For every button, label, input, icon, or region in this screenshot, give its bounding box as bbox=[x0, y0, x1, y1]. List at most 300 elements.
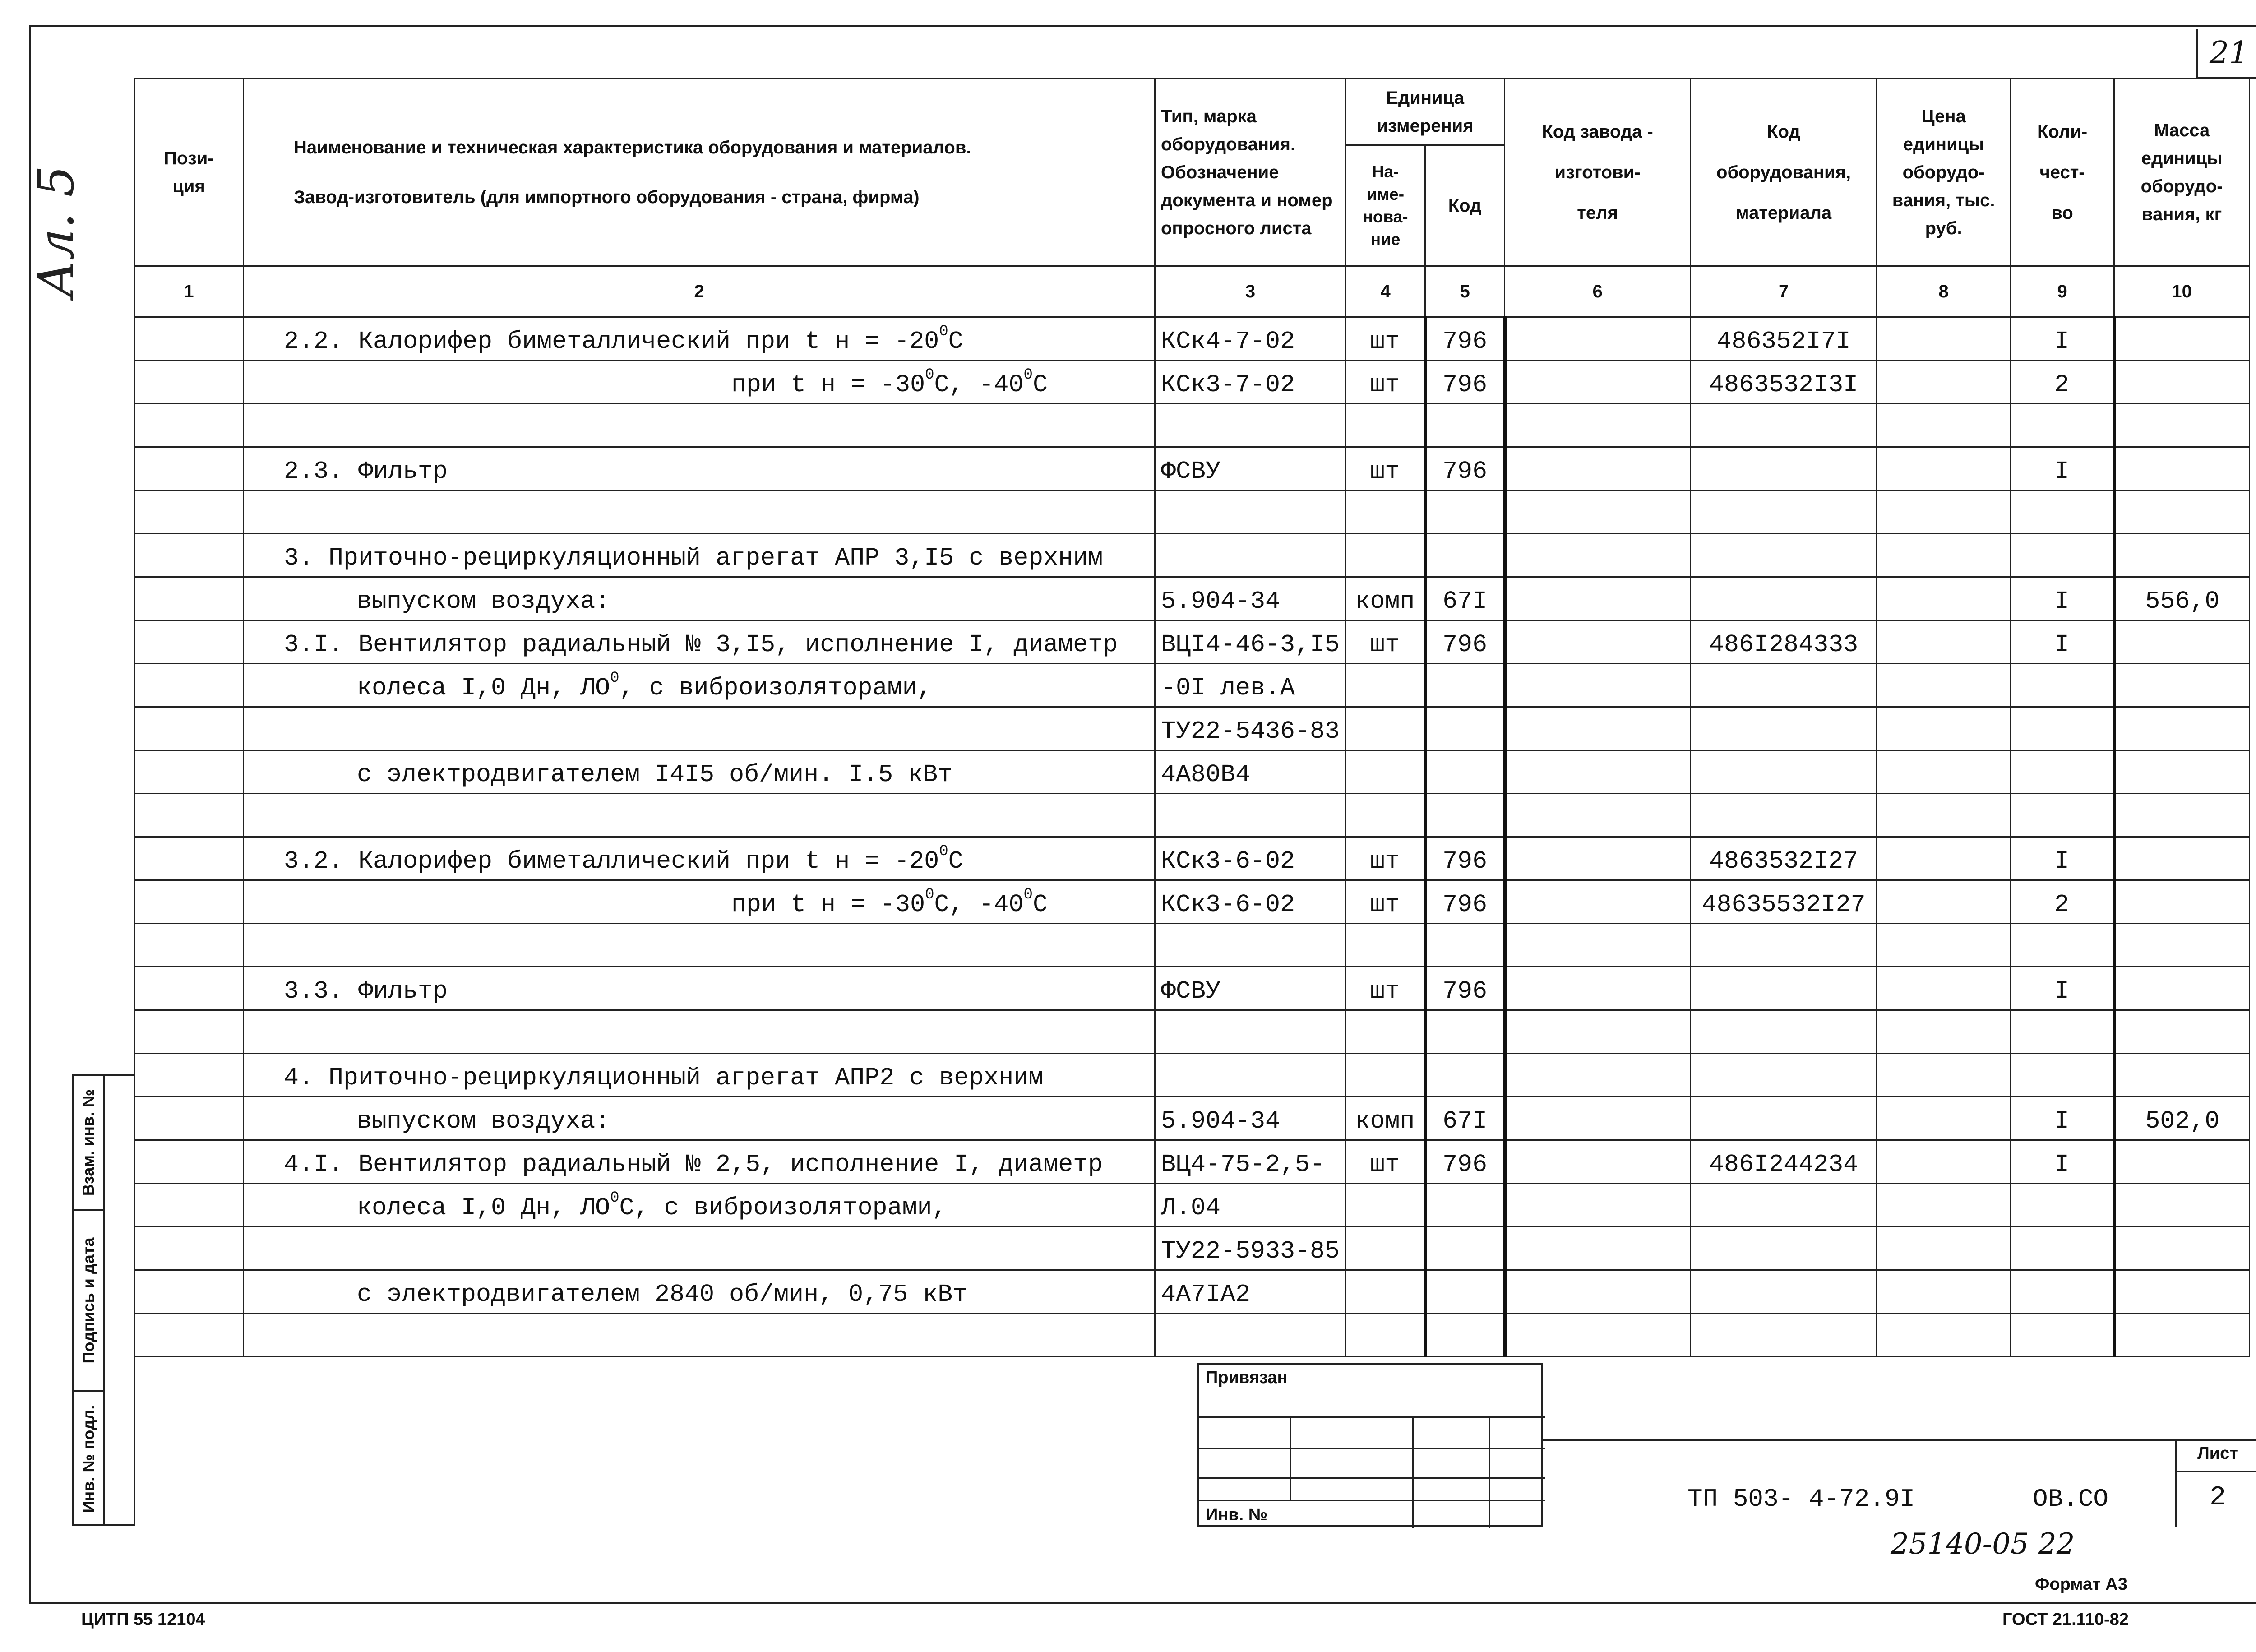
cell-name: 2.3. Фильтр bbox=[244, 447, 1155, 491]
header-mass: Масса единицы оборудо- вания, кг bbox=[2114, 79, 2250, 266]
cell-equipment-code: 4863532I27 bbox=[1691, 837, 1877, 880]
cell-equipment-code bbox=[1691, 967, 1877, 1010]
header-position: Пози- ция bbox=[134, 79, 244, 266]
cell-unit-name bbox=[1346, 924, 1425, 967]
inv-no-label: Инв. № bbox=[1206, 1505, 1268, 1524]
cell-mass bbox=[2114, 1140, 2250, 1184]
cell-mass bbox=[2114, 1227, 2250, 1270]
cell-name bbox=[244, 924, 1155, 967]
table-row bbox=[134, 404, 2250, 447]
cell-unit-name: шт bbox=[1346, 1140, 1425, 1184]
cell-factory-code bbox=[1505, 1270, 1691, 1314]
cell-factory-code bbox=[1505, 1140, 1691, 1184]
table-row bbox=[134, 447, 2250, 491]
cell-unit-code bbox=[1425, 1010, 1505, 1054]
table-row bbox=[134, 794, 2250, 837]
cell-unit-name: шт bbox=[1346, 837, 1425, 880]
table-row bbox=[134, 750, 2250, 794]
cell-position bbox=[134, 1314, 244, 1357]
cell-unit-code bbox=[1425, 794, 1505, 837]
cell-position bbox=[134, 317, 244, 361]
cell-type: КСк3-6-02 bbox=[1155, 837, 1346, 880]
cell-quantity: I bbox=[2011, 447, 2114, 491]
cell-unit-code: 67I bbox=[1425, 1097, 1505, 1140]
cell-unit-name: шт bbox=[1346, 967, 1425, 1010]
cell-quantity bbox=[2011, 1054, 2114, 1097]
cell-position bbox=[134, 577, 244, 620]
cell-unit-code: 796 bbox=[1425, 361, 1505, 404]
cell-quantity: 2 bbox=[2011, 361, 2114, 404]
cell-factory-code bbox=[1505, 1184, 1691, 1227]
table-row bbox=[134, 1010, 2250, 1054]
table-row bbox=[134, 491, 2250, 534]
cell-quantity: I bbox=[2011, 577, 2114, 620]
cell-position bbox=[134, 404, 244, 447]
cell-mass bbox=[2114, 750, 2250, 794]
cell-unit-name bbox=[1346, 1314, 1425, 1357]
cell-quantity bbox=[2011, 924, 2114, 967]
cell-equipment-code: 48635532I27 bbox=[1691, 880, 1877, 924]
cell-equipment-code bbox=[1691, 750, 1877, 794]
table-row bbox=[134, 837, 2250, 880]
cell-price bbox=[1877, 664, 2011, 707]
col-num-1: 1 bbox=[134, 266, 244, 317]
side-vzam-inv: Взам. инв. № bbox=[74, 1076, 103, 1211]
cell-mass bbox=[2114, 924, 2250, 967]
cell-price bbox=[1877, 924, 2011, 967]
cell-quantity bbox=[2011, 1227, 2114, 1270]
cell-name: 3. Приточно-рециркуляционный агрегат АПР 3,I5 с верхним bbox=[244, 534, 1155, 577]
table-row bbox=[134, 1314, 2250, 1357]
cell-name bbox=[244, 1227, 1155, 1270]
cell-factory-code bbox=[1505, 880, 1691, 924]
cell-quantity bbox=[2011, 534, 2114, 577]
cell-quantity: I bbox=[2011, 1140, 2114, 1184]
header-quantity: Коли- чест- во bbox=[2011, 79, 2114, 266]
table-row bbox=[134, 620, 2250, 664]
cell-mass bbox=[2114, 447, 2250, 491]
cell-unit-code bbox=[1425, 664, 1505, 707]
cell-equipment-code bbox=[1691, 1054, 1877, 1097]
table-row bbox=[134, 707, 2250, 750]
cell-unit-code: 796 bbox=[1425, 967, 1505, 1010]
cell-factory-code bbox=[1505, 967, 1691, 1010]
cell-quantity bbox=[2011, 1270, 2114, 1314]
cell-unit-name bbox=[1346, 1010, 1425, 1054]
cell-position bbox=[134, 1227, 244, 1270]
cell-type: ВЦ4-75-2,5- bbox=[1155, 1140, 1346, 1184]
cell-name: выпуском воздуха: bbox=[244, 1097, 1155, 1140]
cell-unit-code bbox=[1425, 1227, 1505, 1270]
cell-position bbox=[134, 1010, 244, 1054]
cell-type: ТУ22-5436-83 bbox=[1155, 707, 1346, 750]
cell-quantity: I bbox=[2011, 1097, 2114, 1140]
cell-unit-code: 796 bbox=[1425, 317, 1505, 361]
cell-price bbox=[1877, 794, 2011, 837]
cell-unit-name: шт bbox=[1346, 620, 1425, 664]
cell-factory-code bbox=[1505, 794, 1691, 837]
cell-equipment-code bbox=[1691, 1227, 1877, 1270]
cell-type: 4А80В4 bbox=[1155, 750, 1346, 794]
cell-factory-code bbox=[1505, 491, 1691, 534]
cell-price bbox=[1877, 1270, 2011, 1314]
table-row bbox=[134, 317, 2250, 361]
cell-price bbox=[1877, 880, 2011, 924]
specification-table bbox=[134, 78, 2250, 1357]
cell-type bbox=[1155, 1010, 1346, 1054]
binding-stamp bbox=[1197, 1363, 1543, 1527]
cell-equipment-code bbox=[1691, 1097, 1877, 1140]
cell-price bbox=[1877, 577, 2011, 620]
cell-unit-name bbox=[1346, 750, 1425, 794]
cell-mass bbox=[2114, 1270, 2250, 1314]
cell-mass bbox=[2114, 534, 2250, 577]
cell-price bbox=[1877, 1184, 2011, 1227]
cell-factory-code bbox=[1505, 924, 1691, 967]
cell-type bbox=[1155, 1314, 1346, 1357]
header-type: Тип, марка оборудования. Обозначение документа и номер опросного листа bbox=[1155, 79, 1346, 266]
cell-unit-code bbox=[1425, 750, 1505, 794]
header-price: Цена единицы оборудо- вания, тыс. руб. bbox=[1877, 79, 2011, 266]
table-row bbox=[134, 880, 2250, 924]
privyazan-label: Привязан bbox=[1206, 1368, 1288, 1387]
cell-quantity bbox=[2011, 491, 2114, 534]
cell-price bbox=[1877, 361, 2011, 404]
cell-price bbox=[1877, 404, 2011, 447]
cell-price bbox=[1877, 447, 2011, 491]
cell-unit-code: 796 bbox=[1425, 620, 1505, 664]
cell-unit-name bbox=[1346, 664, 1425, 707]
header-unit-code: Код bbox=[1425, 145, 1505, 266]
table-row bbox=[134, 1184, 2250, 1227]
cell-position bbox=[134, 664, 244, 707]
cell-unit-code: 796 bbox=[1425, 880, 1505, 924]
cell-price bbox=[1877, 837, 2011, 880]
cell-factory-code bbox=[1505, 837, 1691, 880]
cell-mass bbox=[2114, 1010, 2250, 1054]
cell-unit-code bbox=[1425, 404, 1505, 447]
cell-unit-name bbox=[1346, 1227, 1425, 1270]
table-row bbox=[134, 534, 2250, 577]
cell-unit-name: комп bbox=[1346, 1097, 1425, 1140]
cell-equipment-code bbox=[1691, 794, 1877, 837]
cell-equipment-code: 486352I7I bbox=[1691, 317, 1877, 361]
cell-unit-name: шт bbox=[1346, 447, 1425, 491]
cell-unit-code: 796 bbox=[1425, 837, 1505, 880]
table-row bbox=[134, 1140, 2250, 1184]
cell-name: с электродвигателем 2840 об/мин, 0,75 кВт bbox=[244, 1270, 1155, 1314]
margin-handwritten-note: Ал. 5 bbox=[27, 165, 85, 298]
table-row bbox=[134, 664, 2250, 707]
table-row bbox=[134, 1054, 2250, 1097]
cell-factory-code bbox=[1505, 707, 1691, 750]
cell-mass bbox=[2114, 491, 2250, 534]
cell-unit-name: шт bbox=[1346, 880, 1425, 924]
cell-mass bbox=[2114, 837, 2250, 880]
cell-unit-code: 67I bbox=[1425, 577, 1505, 620]
cell-type: 5.904-34 bbox=[1155, 577, 1346, 620]
cell-position bbox=[134, 534, 244, 577]
cell-price bbox=[1877, 1097, 2011, 1140]
cell-type bbox=[1155, 491, 1346, 534]
cell-quantity: I bbox=[2011, 317, 2114, 361]
cell-unit-code bbox=[1425, 707, 1505, 750]
cell-quantity bbox=[2011, 707, 2114, 750]
cell-name: колеса I,0 Дн, $ЛО^0С$, с виброизоляторами, bbox=[244, 1184, 1155, 1227]
cell-name bbox=[244, 1010, 1155, 1054]
cell-unit-name bbox=[1346, 1270, 1425, 1314]
tsitp-label: ЦИТП 55 12104 bbox=[81, 1610, 205, 1629]
cell-name: при t $н = -30^0С$, $-40^0С$ bbox=[244, 361, 1155, 404]
cell-factory-code bbox=[1505, 1097, 1691, 1140]
cell-equipment-code bbox=[1691, 491, 1877, 534]
cell-type: 5.904-34 bbox=[1155, 1097, 1346, 1140]
cell-quantity: 2 bbox=[2011, 880, 2114, 924]
col-num-10: 10 bbox=[2114, 266, 2250, 317]
cell-mass bbox=[2114, 317, 2250, 361]
cell-factory-code bbox=[1505, 1054, 1691, 1097]
cell-position bbox=[134, 967, 244, 1010]
header-equipment-code: Код оборудования, материала bbox=[1691, 79, 1877, 266]
cell-name: 3.I. Вентилятор радиальный № 3,I5, исполнение I, диаметр bbox=[244, 620, 1155, 664]
cell-equipment-code: 486I284333 bbox=[1691, 620, 1877, 664]
cell-mass bbox=[2114, 664, 2250, 707]
cell-quantity bbox=[2011, 1010, 2114, 1054]
cell-quantity bbox=[2011, 404, 2114, 447]
col-num-5: 5 bbox=[1425, 266, 1505, 317]
cell-equipment-code bbox=[1691, 447, 1877, 491]
cell-equipment-code bbox=[1691, 1270, 1877, 1314]
cell-unit-code bbox=[1425, 491, 1505, 534]
cell-factory-code bbox=[1505, 361, 1691, 404]
cell-price bbox=[1877, 1140, 2011, 1184]
cell-unit-name: шт bbox=[1346, 361, 1425, 404]
table-row bbox=[134, 1097, 2250, 1140]
cell-quantity: I bbox=[2011, 620, 2114, 664]
cell-position bbox=[134, 361, 244, 404]
cell-mass bbox=[2114, 794, 2250, 837]
cell-position bbox=[134, 1054, 244, 1097]
cell-equipment-code bbox=[1691, 1184, 1877, 1227]
cell-factory-code bbox=[1505, 317, 1691, 361]
cell-quantity: I bbox=[2011, 967, 2114, 1010]
cell-mass bbox=[2114, 1184, 2250, 1227]
cell-factory-code bbox=[1505, 534, 1691, 577]
cell-equipment-code bbox=[1691, 664, 1877, 707]
cell-type: ВЦI4-46-3,I5 bbox=[1155, 620, 1346, 664]
cell-equipment-code bbox=[1691, 1010, 1877, 1054]
cell-equipment-code bbox=[1691, 404, 1877, 447]
cell-price bbox=[1877, 317, 2011, 361]
cell-type: Л.04 bbox=[1155, 1184, 1346, 1227]
document-mark: ОВ.СО bbox=[2033, 1485, 2109, 1513]
cell-equipment-code: 486I244234 bbox=[1691, 1140, 1877, 1184]
cell-name bbox=[244, 1314, 1155, 1357]
cell-type: ФСВУ bbox=[1155, 967, 1346, 1010]
cell-equipment-code bbox=[1691, 534, 1877, 577]
cell-unit-name bbox=[1346, 404, 1425, 447]
col-num-9: 9 bbox=[2011, 266, 2114, 317]
cell-unit-code: 796 bbox=[1425, 1140, 1505, 1184]
cell-equipment-code bbox=[1691, 1314, 1877, 1357]
cell-type bbox=[1155, 1054, 1346, 1097]
cell-factory-code bbox=[1505, 1314, 1691, 1357]
cell-name bbox=[244, 794, 1155, 837]
table-row bbox=[134, 361, 2250, 404]
cell-price bbox=[1877, 1054, 2011, 1097]
col-num-7: 7 bbox=[1691, 266, 1877, 317]
cell-quantity bbox=[2011, 750, 2114, 794]
cell-unit-code bbox=[1425, 924, 1505, 967]
col-num-2: 2 bbox=[244, 266, 1155, 317]
side-podpis-data: Подпись и дата bbox=[74, 1211, 103, 1392]
cell-unit-name: комп bbox=[1346, 577, 1425, 620]
cell-name: колеса I,0 Дн, $ЛО^0$, с виброизоляторами, bbox=[244, 664, 1155, 707]
cell-name: 3.3. Фильтр bbox=[244, 967, 1155, 1010]
cell-unit-name bbox=[1346, 534, 1425, 577]
cell-mass bbox=[2114, 620, 2250, 664]
cell-type: КСк3-6-02 bbox=[1155, 880, 1346, 924]
cell-position bbox=[134, 491, 244, 534]
cell-position bbox=[134, 794, 244, 837]
list-label: Лист bbox=[2197, 1444, 2238, 1463]
cell-name: 4. Приточно-рециркуляционный агрегат АПР2 с верхним bbox=[244, 1054, 1155, 1097]
cell-price bbox=[1877, 967, 2011, 1010]
col-num-6: 6 bbox=[1505, 266, 1691, 317]
sheet-corner-number: 21 bbox=[2196, 29, 2256, 79]
table-row bbox=[134, 577, 2250, 620]
cell-type: -0I лев.А bbox=[1155, 664, 1346, 707]
cell-position bbox=[134, 447, 244, 491]
cell-unit-code bbox=[1425, 1184, 1505, 1227]
cell-price bbox=[1877, 1227, 2011, 1270]
cell-position bbox=[134, 707, 244, 750]
cell-equipment-code bbox=[1691, 924, 1877, 967]
cell-mass bbox=[2114, 404, 2250, 447]
side-stamp bbox=[72, 1074, 135, 1526]
cell-factory-code bbox=[1505, 447, 1691, 491]
cell-factory-code bbox=[1505, 620, 1691, 664]
cell-factory-code bbox=[1505, 750, 1691, 794]
cell-type: КСк4-7-02 bbox=[1155, 317, 1346, 361]
col-num-3: 3 bbox=[1155, 266, 1346, 317]
cell-equipment-code bbox=[1691, 707, 1877, 750]
cell-name bbox=[244, 491, 1155, 534]
header-name: Наименование и техническая характеристика оборудования и материалов. Завод-изготовитель (для импортного оборудования - страна, фирма) bbox=[244, 79, 1155, 266]
cell-mass bbox=[2114, 880, 2250, 924]
cell-type bbox=[1155, 404, 1346, 447]
cell-unit-name bbox=[1346, 1184, 1425, 1227]
cell-mass bbox=[2114, 967, 2250, 1010]
cell-quantity bbox=[2011, 1314, 2114, 1357]
cell-position bbox=[134, 837, 244, 880]
cell-mass: 556,0 bbox=[2114, 577, 2250, 620]
cell-type bbox=[1155, 794, 1346, 837]
cell-position bbox=[134, 750, 244, 794]
cell-unit-name: шт bbox=[1346, 317, 1425, 361]
cell-type: 4А7IА2 bbox=[1155, 1270, 1346, 1314]
cell-unit-code bbox=[1425, 1314, 1505, 1357]
cell-price bbox=[1877, 1010, 2011, 1054]
cell-mass: 502,0 bbox=[2114, 1097, 2250, 1140]
cell-type bbox=[1155, 534, 1346, 577]
cell-position bbox=[134, 1097, 244, 1140]
cell-price bbox=[1877, 750, 2011, 794]
cell-name bbox=[244, 707, 1155, 750]
cell-position bbox=[134, 1270, 244, 1314]
cell-position bbox=[134, 880, 244, 924]
cell-mass bbox=[2114, 707, 2250, 750]
cell-unit-name bbox=[1346, 1054, 1425, 1097]
cell-name: с электродвигателем I4I5 об/мин. I.5 кВт bbox=[244, 750, 1155, 794]
header-row bbox=[134, 79, 2250, 145]
header-unit-name: На- име- нова- ние bbox=[1346, 145, 1425, 266]
cell-unit-code: 796 bbox=[1425, 447, 1505, 491]
cell-name bbox=[244, 404, 1155, 447]
header-factory-code: Код завода - изготови- теля bbox=[1505, 79, 1691, 266]
cell-factory-code bbox=[1505, 1010, 1691, 1054]
document-code: ТП 503- 4-72.9I bbox=[1687, 1485, 1915, 1513]
cell-mass bbox=[2114, 361, 2250, 404]
cell-unit-code bbox=[1425, 1054, 1505, 1097]
cell-position bbox=[134, 924, 244, 967]
cell-mass bbox=[2114, 1314, 2250, 1357]
column-number-row bbox=[134, 266, 2250, 317]
cell-factory-code bbox=[1505, 1227, 1691, 1270]
table-body bbox=[134, 317, 2250, 1357]
header-unit-group: Единица измерения bbox=[1346, 79, 1505, 145]
cell-name: 2.2. Калорифер биметаллический при t $н = -20^0С$ bbox=[244, 317, 1155, 361]
cell-quantity bbox=[2011, 664, 2114, 707]
table-row bbox=[134, 1227, 2250, 1270]
cell-price bbox=[1877, 1314, 2011, 1357]
cell-quantity bbox=[2011, 1184, 2114, 1227]
cell-name: выпуском воздуха: bbox=[244, 577, 1155, 620]
cell-type bbox=[1155, 924, 1346, 967]
cell-position bbox=[134, 1184, 244, 1227]
cell-factory-code bbox=[1505, 404, 1691, 447]
cell-unit-name bbox=[1346, 707, 1425, 750]
cell-name: 3.2. Калорифер биметаллический при t $н = -20^0С$ bbox=[244, 837, 1155, 880]
cell-name: 4.I. Вентилятор радиальный № 2,5, исполнение I, диаметр bbox=[244, 1140, 1155, 1184]
handwritten-archive-number: 25140-05 22 bbox=[1891, 1527, 2075, 1561]
cell-price bbox=[1877, 707, 2011, 750]
cell-price bbox=[1877, 620, 2011, 664]
cell-equipment-code bbox=[1691, 577, 1877, 620]
cell-position bbox=[134, 1140, 244, 1184]
format-label: Формат А3 bbox=[2035, 1575, 2127, 1594]
cell-position bbox=[134, 620, 244, 664]
cell-price bbox=[1877, 534, 2011, 577]
cell-price bbox=[1877, 491, 2011, 534]
cell-type: ТУ22-5933-85 bbox=[1155, 1227, 1346, 1270]
cell-unit-code bbox=[1425, 1270, 1505, 1314]
table-row bbox=[134, 967, 2250, 1010]
sheet-number: 2 bbox=[2209, 1482, 2226, 1513]
cell-factory-code bbox=[1505, 664, 1691, 707]
cell-unit-name bbox=[1346, 794, 1425, 837]
cell-quantity bbox=[2011, 794, 2114, 837]
gost-label: ГОСТ 21.110-82 bbox=[2002, 1610, 2129, 1629]
cell-type: ФСВУ bbox=[1155, 447, 1346, 491]
cell-unit-name bbox=[1346, 491, 1425, 534]
cell-mass bbox=[2114, 1054, 2250, 1097]
cell-unit-code bbox=[1425, 534, 1505, 577]
table-row bbox=[134, 1270, 2250, 1314]
table-row bbox=[134, 924, 2250, 967]
cell-quantity: I bbox=[2011, 837, 2114, 880]
cell-factory-code bbox=[1505, 577, 1691, 620]
